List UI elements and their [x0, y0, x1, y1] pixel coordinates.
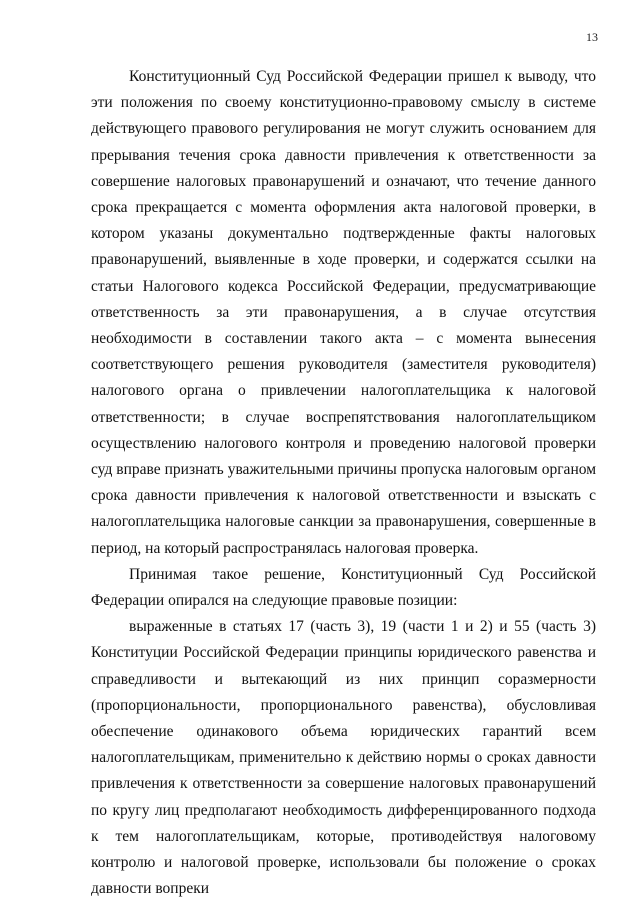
paragraph-legal-positions-intro: Принимая такое решение, Конституционный Суд Российской Федерации опирался на следующие правовые позиции:: [91, 565, 596, 610]
page-number: 13: [586, 30, 598, 44]
paragraph-equality-principles: выраженные в статьях 17 (часть 3), 19 (части 1 и 2) и 55 (часть 3) Конституции Российской Федерации принципы юридического равенства и справедливости и вытекающий из них принцип соразмерности (пропорциональности, пропорционального равенства), обусловливая обеспечение одинакового объема юридических гарантий всем налогоплательщикам, применительно к действию нормы о сроках давности привлечения к ответственности за совершение налоговых правонарушений по кругу лиц предполагают необходимость дифференцированного подхода к тем налогоплательщикам, которые, противодействуя налоговому контролю и налоговой проверке, использовали бы положение о сроках давности вопреки: [91, 618, 596, 898]
document-body: [91, 64, 596, 903]
paragraph-conclusion: Конституционный Суд Российской Федерации пришел к выводу, что эти положения по своему конституционно-правовому смыслу в системе действующего правового регулирования не могут служить основанием для прерывания течения срока давности привлечения к ответственности за совершение налоговых правонарушений и означают, что течение данного срока прекращается с момента оформления акта налоговой проверки, в котором указаны документально подтвержденные факты налоговых правонарушений, выявленные в ходе проверки, и содержатся ссылки на статьи Налогового кодекса Российской Федерации, предусматривающие ответственность за эти правонарушения, а в случае отсутствия необходимости в составлении такого акта – с момента вынесения соответствующего решения руководителя (заместителя руководителя) налогового органа о привлечении налогоплательщика к налоговой ответственности; в случае воспрепятствования налогоплательщиком осуществлению налогового контроля и проведению налоговой проверки суд вправе признать уважительными причины пропуска налоговым органом срока давности привлечения к налоговой ответственности и взыскать с налогоплательщика налоговые санкции за правонарушения, совершенные в период, на который распространялась налоговая проверка.: [91, 68, 596, 557]
